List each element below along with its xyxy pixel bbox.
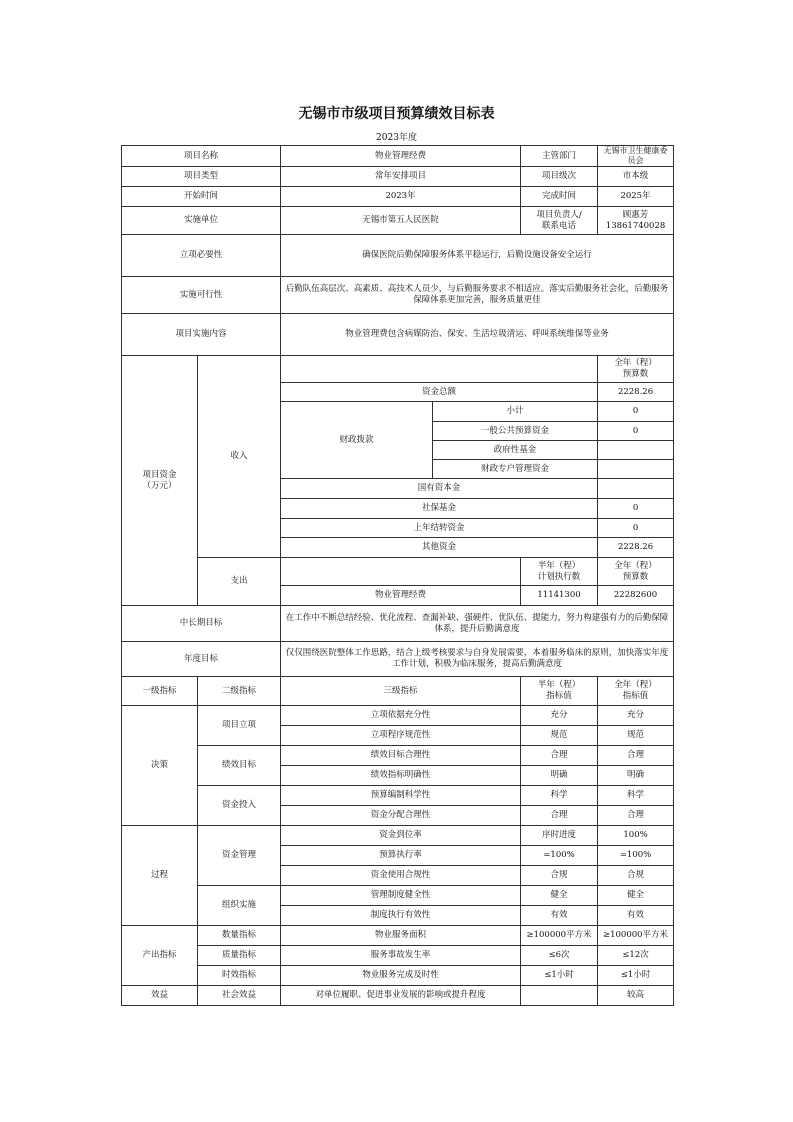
indicator-name: 预算编制科学性	[281, 786, 521, 806]
indicator-name: 预算执行率	[281, 846, 521, 866]
income-label: 收入	[198, 356, 281, 558]
level3-header: 三级指标	[281, 677, 521, 706]
indicator-full: 明确	[598, 766, 674, 786]
expense-label: 支出	[198, 558, 281, 606]
gov-fund-value	[598, 441, 674, 460]
project-type-value: 常年安排项目	[281, 167, 521, 187]
indicator-half: 规范	[521, 726, 598, 746]
feasibility-label: 实施可行性	[122, 277, 281, 314]
indicator-half: 序时进度	[521, 826, 598, 846]
project-level-label: 项目级次	[521, 167, 598, 187]
indicator-full: 充分	[598, 706, 674, 726]
contact-label: 项目负责人/ 联系电话	[521, 207, 598, 235]
performance-target-table	[121, 145, 674, 1006]
start-time-value: 2023年	[281, 187, 521, 207]
indicator-half: ≤1小时	[521, 966, 598, 986]
indicator-full: 较高	[598, 986, 674, 1006]
fiscal-year: 2023年度	[376, 133, 417, 143]
indicator-full: 合理	[598, 746, 674, 766]
general-budget-label: 一般公共预算资金	[433, 422, 598, 441]
output-label: 产出指标	[122, 926, 198, 986]
carryover-label: 上年结转资金	[281, 519, 598, 538]
indicator-half: 合理	[521, 746, 598, 766]
contact-value: 顾惠芳 13861740028	[598, 207, 674, 235]
feasibility-text: 后勤队伍高层次、高素质、高技术人员少，与后勤服务要求不相适应。落实后勤服务社会化，后勤服务保障体系更加完善，服务质量更佳	[281, 277, 674, 314]
perf-goal-label: 绩效目标	[198, 746, 281, 786]
annual-goal-text: 仅仅围绕医院整体工作思路，结合上级考核要求与自身发展需要，本着服务临床的原则，加快落实年度工作计划，积极为临床服务，提高后勤满意度	[281, 642, 674, 677]
social-benefit-label: 社会效益	[198, 986, 281, 1006]
full-year-header: 全年（程） 预算数	[598, 356, 674, 383]
other-funds-label: 其他资金	[281, 538, 598, 558]
indicator-full: 规范	[598, 726, 674, 746]
end-time-label: 完成时间	[521, 187, 598, 207]
indicator-name: 资金分配合理性	[281, 806, 521, 826]
indicator-name: 物业服务面积	[281, 926, 521, 946]
project-level-value: 市本级	[598, 167, 674, 187]
annual-goal-label: 年度目标	[122, 642, 281, 677]
indicator-name: 服务事故发生率	[281, 946, 521, 966]
indicator-name: 绩效指标明确性	[281, 766, 521, 786]
indicator-name: 物业服务完成及时性	[281, 966, 521, 986]
fund-mgmt-label: 资金管理	[198, 826, 281, 886]
expense-full-value: 22282600	[598, 586, 674, 606]
indicator-name: 绩效目标合理性	[281, 746, 521, 766]
indicator-half: 充分	[521, 706, 598, 726]
indicator-half: ≥100000平方米	[521, 926, 598, 946]
fund-input-label: 资金投入	[198, 786, 281, 826]
expense-half-value: 11141300	[521, 586, 598, 606]
indicator-half	[521, 986, 598, 1006]
gov-fund-label: 政府性基金	[433, 441, 598, 460]
level1-header: 一级指标	[122, 677, 198, 706]
dept-label: 主管部门	[521, 146, 598, 167]
approval-label: 项目立项	[198, 706, 281, 746]
subtotal-label: 小计	[433, 402, 598, 422]
start-time-label: 开始时间	[122, 187, 281, 207]
full-year-budget-header: 全年（程） 预算数	[598, 558, 674, 586]
indicator-full: 科学	[598, 786, 674, 806]
indicator-full: ≥100000平方米	[598, 926, 674, 946]
indicator-name: 制度执行有效性	[281, 906, 521, 926]
other-funds-value: 2228.26	[598, 538, 674, 558]
indicator-full: 合规	[598, 866, 674, 886]
benefit-label: 效益	[122, 986, 198, 1006]
long-term-goal-text: 在工作中不断总结经验、优化流程、查漏补缺、强硬件、优队伍、提能力，努力构建强有力的后勤保障体系，提升后勤满意度	[281, 606, 674, 642]
indicator-name: 立项程序规范性	[281, 726, 521, 746]
indicator-half: ≤6次	[521, 946, 598, 966]
special-account-label: 财政专户管理资金	[433, 460, 598, 479]
quantity-label: 数量指标	[198, 926, 281, 946]
social-fund-value: 0	[598, 499, 674, 519]
state-capital-label: 国有资本金	[281, 479, 598, 499]
indicator-name: 对单位履职、促进事业发展的影响或提升程度	[281, 986, 521, 1006]
level2-header: 二级指标	[198, 677, 281, 706]
social-fund-label: 社保基金	[281, 499, 598, 519]
long-term-goal-label: 中长期目标	[122, 606, 281, 642]
indicator-full: 100%	[598, 826, 674, 846]
full-target-header: 全年（程） 指标值	[598, 677, 674, 706]
indicator-half: 健全	[521, 886, 598, 906]
indicator-full: 健全	[598, 886, 674, 906]
indicator-full: ≤12次	[598, 946, 674, 966]
indicator-half: =100%	[521, 846, 598, 866]
indicator-half: 明确	[521, 766, 598, 786]
expense-blank-header	[281, 558, 521, 586]
project-type-label: 项目类型	[122, 167, 281, 187]
state-capital-value	[598, 479, 674, 499]
timeliness-label: 时效指标	[198, 966, 281, 986]
indicator-half: 合理	[521, 806, 598, 826]
expense-item: 物业管理经费	[281, 586, 521, 606]
content-label: 项目实施内容	[122, 314, 281, 356]
indicator-name: 管理制度健全性	[281, 886, 521, 906]
org-impl-label: 组织实施	[198, 886, 281, 926]
dept-value: 无锡市卫生健康委员会	[598, 146, 674, 167]
end-time-value: 2025年	[598, 187, 674, 207]
impl-unit-label: 实施单位	[122, 207, 281, 235]
indicator-full: 有效	[598, 906, 674, 926]
decision-label: 决策	[122, 706, 198, 826]
total-funds-value: 2228.26	[598, 383, 674, 402]
indicator-name: 资金使用合规性	[281, 866, 521, 886]
carryover-value: 0	[598, 519, 674, 538]
indicator-half: 有效	[521, 906, 598, 926]
subtotal-value: 0	[598, 402, 674, 422]
project-name-value: 物业管理经费	[281, 146, 521, 167]
total-funds-label: 资金总额	[281, 383, 598, 402]
quality-label: 质量指标	[198, 946, 281, 966]
project-name-label: 项目名称	[122, 146, 281, 167]
indicator-half: 合规	[521, 866, 598, 886]
special-account-value	[598, 460, 674, 479]
general-budget-value: 0	[598, 422, 674, 441]
half-target-header: 半年（程） 指标值	[521, 677, 598, 706]
indicator-full: ≤1小时	[598, 966, 674, 986]
process-label: 过程	[122, 826, 198, 926]
content-text: 物业管理费包含病媒防治、保安、生活垃圾清运、呼叫系统维保等业务	[281, 314, 674, 356]
indicator-full: 合理	[598, 806, 674, 826]
indicator-full: =100%	[598, 846, 674, 866]
funds-label: 项目资金 （万元）	[122, 356, 198, 606]
indicator-half: 科学	[521, 786, 598, 806]
indicator-name: 立项依据充分性	[281, 706, 521, 726]
necessity-label: 立项必要性	[122, 235, 281, 277]
fiscal-allocation-label: 财政拨款	[281, 402, 433, 479]
page-title: 无锡市市级项目预算绩效目标表	[298, 106, 495, 122]
necessity-text: 确保医院后勤保障服务体系平稳运行，后勤设施设备安全运行	[281, 235, 674, 277]
indicator-name: 资金到位率	[281, 826, 521, 846]
funds-blank-header	[281, 356, 598, 383]
impl-unit-value: 无锡市第五人民医院	[281, 207, 521, 235]
half-year-plan-header: 半年（程） 计划执行数	[521, 558, 598, 586]
